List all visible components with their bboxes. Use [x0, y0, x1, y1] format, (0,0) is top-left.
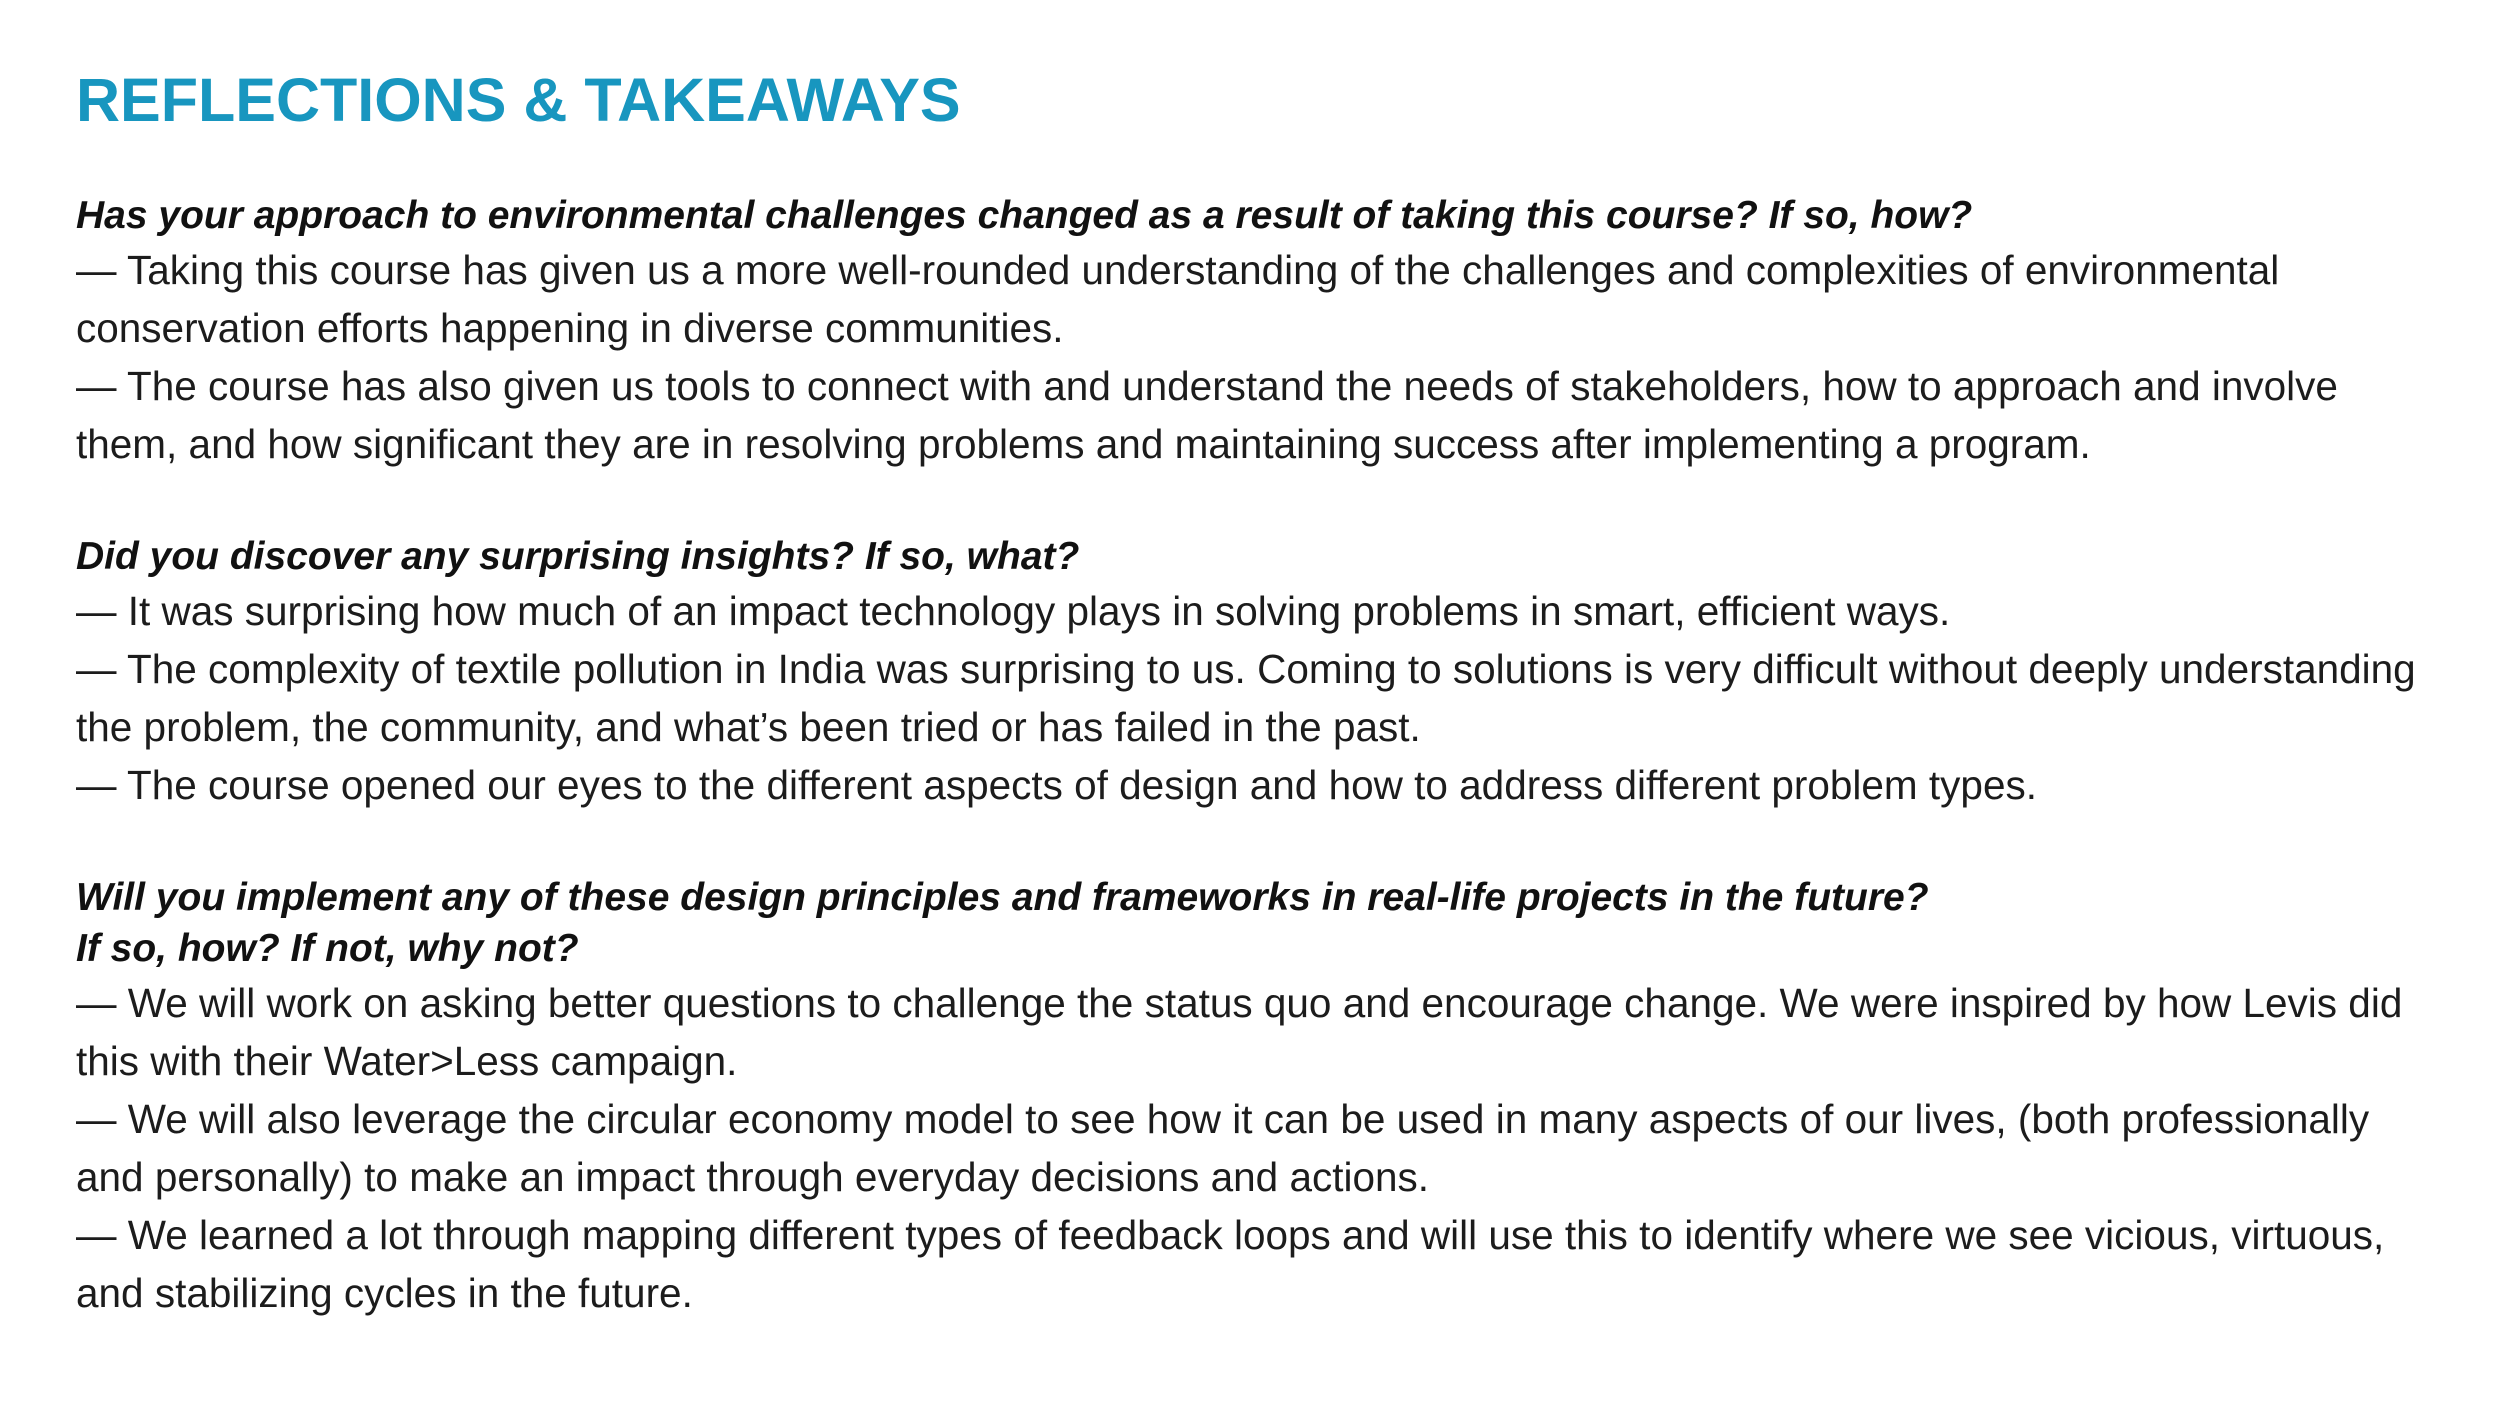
section-approach — [76, 190, 2436, 473]
answer-item: — The course opened our eyes to the different aspects of design and how to address different problem types. — [76, 762, 2037, 808]
section-insights — [76, 531, 2436, 814]
answer-list — [76, 974, 2436, 1322]
question — [76, 190, 2436, 241]
question-line: Will you implement any of these design principles and frameworks in real-life projects in the future? — [76, 876, 1929, 919]
answer-item: — It was surprising how much of an impact technology plays in solving problems in smart, efficient ways. — [76, 588, 1951, 634]
answer-item: — We will work on asking better questions to challenge the status quo and encourage change. We were inspired by how Levis did this with their Water>Less campaign. — [76, 980, 2403, 1084]
question — [76, 872, 2436, 974]
question — [76, 531, 2436, 582]
question-line: Has your approach to environmental challenges changed as a result of taking this course? If so, how? — [76, 194, 1973, 237]
question-line: Did you discover any surprising insights? If so, what? — [76, 535, 1080, 578]
answer-item: — The course has also given us tools to connect with and understand the needs of stakeholders, how to approach and involve them, and how significant they are in resolving problems and maintaining success after implementing a program. — [76, 363, 2338, 467]
answer-list — [76, 582, 2436, 814]
answer-item: — We learned a lot through mapping different types of feedback loops and will use this to identify where we see vicious, virtuous, and stabilizing cycles in the future. — [76, 1212, 2385, 1316]
section-implementation — [76, 872, 2436, 1322]
answer-item: — Taking this course has given us a more well-rounded understanding of the challenges and complexities of environmental conservation efforts happening in diverse communities. — [76, 247, 2280, 351]
answer-item: — We will also leverage the circular economy model to see how it can be used in many aspects of our lives, (both professionally and personally) to make an impact through everyday decisions and actions. — [76, 1096, 2370, 1200]
answer-item: — The complexity of textile pollution in India was surprising to us. Coming to solutions is very difficult without deeply understanding the problem, the community, and what’s been tried or has failed in the past. — [76, 646, 2416, 750]
slide — [76, 62, 2436, 1380]
page-title: REFLECTIONS & TAKEAWAYS — [76, 66, 961, 134]
question-line: If so, how? If not, why not? — [76, 927, 579, 970]
answer-list — [76, 241, 2436, 473]
